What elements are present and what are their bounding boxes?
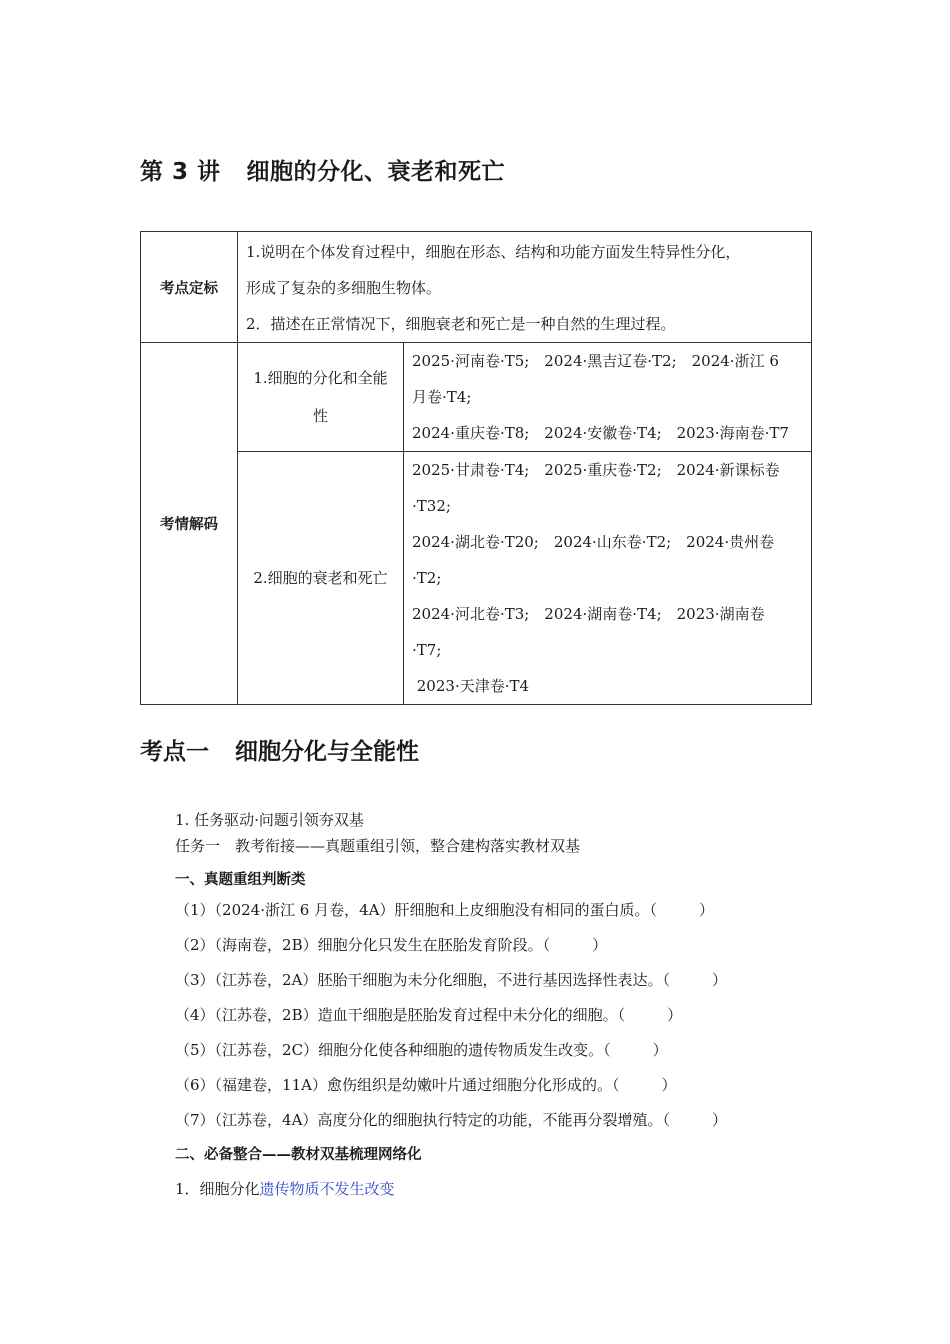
topic-line: 2.细胞的衰老和死亡 bbox=[253, 569, 388, 587]
question-close: ） bbox=[661, 1076, 677, 1094]
lecture-number: 第 3 讲 bbox=[140, 159, 221, 185]
topic-line: 1.细胞的分化和全能 bbox=[253, 369, 388, 387]
topic-line: 性 bbox=[312, 407, 328, 425]
question-source: （2024·浙江 6 月卷，4A） bbox=[214, 901, 395, 919]
section-body bbox=[175, 807, 825, 1204]
question-close: ） bbox=[592, 936, 608, 954]
standards-table bbox=[140, 231, 812, 705]
question-index: （3） bbox=[175, 971, 215, 989]
question-item bbox=[175, 1068, 825, 1103]
question-text: 高度分化的细胞执行特定的功能，不能再分裂增殖。（ bbox=[317, 1111, 670, 1129]
row-label-standards: 考点定标 bbox=[141, 232, 238, 343]
question-close: ） bbox=[698, 901, 714, 919]
topic-cell bbox=[238, 343, 404, 452]
table-row bbox=[141, 452, 812, 705]
exam-ref-line: 2025·河南卷·T5; 2024·黑吉辽卷·T2; 2024·浙江 6 bbox=[412, 352, 779, 370]
question-index: （6） bbox=[175, 1076, 215, 1094]
question-source: （江苏卷，4A） bbox=[214, 1111, 318, 1129]
question-source: （江苏卷，2B） bbox=[214, 1006, 318, 1024]
question-text: 愈伤组织是幼嫩叶片通过细胞分化形成的。（ bbox=[326, 1076, 620, 1094]
exam-ref-line: 月卷·T4; bbox=[412, 388, 472, 406]
question-source: （江苏卷，2A） bbox=[214, 971, 318, 989]
exam-refs-cell bbox=[404, 343, 812, 452]
task-heading: 1. 任务驱动·问题引领夯双基 bbox=[175, 811, 364, 829]
exam-ref-line: 2024·河北卷·T3; 2024·湖南卷·T4; 2023·湖南卷 bbox=[412, 605, 765, 623]
question-item bbox=[175, 928, 825, 963]
knowledge-item bbox=[175, 1174, 825, 1204]
part-heading: 一、真题重组判断类 bbox=[175, 872, 306, 888]
table-row bbox=[141, 232, 812, 343]
knowledge-highlight: 遗传物质不发生改变 bbox=[259, 1180, 395, 1198]
exam-ref-line: 2024·重庆卷·T8; 2024·安徽卷·T4; 2023·海南卷·T7 bbox=[412, 424, 789, 442]
exam-ref-line: ·T2; bbox=[412, 569, 442, 587]
question-index: （4） bbox=[175, 1006, 215, 1024]
lecture-title-text: 细胞的分化、衰老和死亡 bbox=[246, 159, 506, 185]
standards-line: 形成了复杂的多细胞生物体。 bbox=[246, 279, 442, 297]
question-source: （江苏卷，2C） bbox=[214, 1041, 319, 1059]
question-close: ） bbox=[667, 1006, 683, 1024]
exam-refs-cell bbox=[404, 452, 812, 705]
question-text: 肝细胞和上皮细胞没有相同的蛋白质。（ bbox=[394, 901, 657, 919]
question-item bbox=[175, 963, 825, 998]
exam-ref-line: ·T32; bbox=[412, 497, 451, 515]
standards-line: 1.说明在个体发育过程中，细胞在形态、结构和功能方面发生特异性分化， bbox=[246, 243, 741, 261]
question-text: 细胞分化使各种细胞的遗传物质发生改变。（ bbox=[318, 1041, 611, 1059]
standards-line: 2．描述在正常情况下，细胞衰老和死亡是一种自然的生理过程。 bbox=[246, 315, 676, 333]
part-heading: 二、必备整合——教材双基梳理网络化 bbox=[175, 1147, 422, 1163]
lecture-title bbox=[140, 153, 505, 186]
table-row bbox=[141, 343, 812, 452]
question-index: （5） bbox=[175, 1041, 215, 1059]
question-item bbox=[175, 1103, 825, 1138]
question-source: （福建卷，11A） bbox=[214, 1076, 327, 1094]
question-item bbox=[175, 1033, 825, 1068]
question-text: 胚胎干细胞为未分化细胞，不进行基因选择性表达。（ bbox=[317, 971, 670, 989]
question-item bbox=[175, 893, 825, 928]
question-index: （2） bbox=[175, 936, 215, 954]
question-item bbox=[175, 998, 825, 1033]
exam-ref-line: 2025·甘肃卷·T4; 2025·重庆卷·T2; 2024·新课标卷 bbox=[412, 461, 780, 479]
row-label-analysis: 考情解码 bbox=[141, 343, 238, 705]
question-index: （7） bbox=[175, 1111, 215, 1129]
question-text: 造血干细胞是胚胎发育过程中未分化的细胞。（ bbox=[317, 1006, 626, 1024]
exam-ref-line: ·T7; bbox=[412, 641, 442, 659]
exam-ref-line: 2023·天津卷·T4 bbox=[412, 677, 530, 695]
question-source: （海南卷，2B） bbox=[214, 936, 318, 954]
question-close: ） bbox=[711, 1111, 727, 1129]
task-subheading: 任务一 教考衔接——真题重组引领，整合建构落实教材双基 bbox=[175, 837, 581, 855]
exam-ref-line: 2024·湖北卷·T20; 2024·山东卷·T2; 2024·贵州卷 bbox=[412, 533, 775, 551]
question-close: ） bbox=[652, 1041, 668, 1059]
section-heading bbox=[140, 733, 419, 766]
question-close: ） bbox=[711, 971, 727, 989]
standards-content bbox=[238, 232, 812, 343]
question-text: 细胞分化只发生在胚胎发育阶段。（ bbox=[317, 936, 551, 954]
question-index: （1） bbox=[175, 901, 215, 919]
knowledge-prefix: 1．细胞分化 bbox=[175, 1180, 260, 1198]
section-title: 细胞分化与全能性 bbox=[235, 739, 419, 765]
section-number: 考点一 bbox=[140, 739, 209, 765]
topic-cell bbox=[238, 452, 404, 705]
